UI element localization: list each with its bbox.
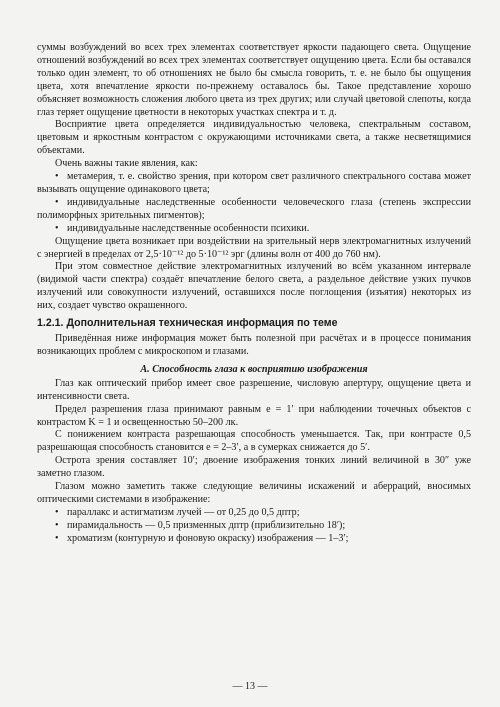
paragraph-3: Очень важны такие явления, как:	[55, 158, 198, 170]
paragraph-1: суммы возбуждений во всех трех элементах соответствует яркости падающего света. Ощущение отношений возбуждений во всех трех элементах соответствует ощущению цвета. Если бы оставался только один элемент, то об отношениях не было бы смысла говорить, т. е. не было бы ощущения цвета, хотя впечатление яркости по-прежнему оставалось бы. Такое представление хорошо объясняет возможность сложения любого цвета из трех других; или случай цветовой слепоты, когда глаз теряет ощущение цветности в некоторых участках спектра и т. д.	[37, 42, 471, 118]
paragraph-7: Предел разрешения глаза принимают равным e = 1′ при наблюдении точечных объектов с контрастом K = 1 и освещенностью 50–200 лк.	[37, 403, 471, 428]
paragraph-8: С понижением контраста разрешающая способность уменьшается. Так, при контрасте 0,5 разрешающая способность становится e = 2–3′, а в сумерках снижается до 5′.	[37, 429, 471, 454]
paragraph-6: Глаз как оптический прибор имеет свое разрешение, числовую апертуру, ощущение цвета и интенсивности света.	[37, 377, 471, 402]
bullet-icon: •	[55, 519, 59, 531]
bullet-icon: •	[55, 222, 59, 234]
bullet-icon: •	[55, 196, 59, 208]
bullet-icon: •	[55, 532, 59, 544]
list-item: • пирамидальность — 0,5 призменных дптр (приблизительно 18′);	[55, 519, 346, 531]
page-number: — 13 —	[232, 681, 268, 692]
bullet-icon: •	[55, 506, 59, 518]
list-item: • хроматизм (контурную и фоновую окраску) изображения — 1–3′;	[55, 532, 349, 544]
paragraph-5: При этом совместное действие электромагнитных излучений во всём указанном интервале (видимой части спектра) создаёт впечатление белого света, а раздельное действие узких пучков излучений или совокупности излучений, оставшихся после поглощения (изъятия) некоторых из них, создает чувство окрашенного.	[37, 261, 471, 312]
list-item: • индивидуальные наследственные особенности человеческого глаза (степень экспрессии полиморфных зрительных пигментов);	[37, 196, 471, 221]
bullet-icon: •	[55, 171, 59, 183]
paragraph-10: Глазом можно заметить также следующие величины искажений и аберраций, вносимых оптическими системами в изображение:	[37, 481, 471, 505]
phenomena-list	[37, 171, 471, 236]
section-heading: 1.2.1. Дополнительная техническая информация по теме	[37, 317, 338, 330]
section-intro: Приведённая ниже информация может быть полезной при расчётах и в процессе понимания возникающих проблем с микроскопом и глазами.	[37, 333, 471, 357]
aberrations-list	[37, 507, 471, 546]
list-item: • индивидуальные наследственные особенности психики.	[55, 222, 310, 234]
list-item: • параллакс и астигматизм лучей — от 0,25 до 0,5 дптр;	[55, 506, 300, 518]
list-item: • метамерия, т. е. свойство зрения, при котором свет различного спектрального состава может вызывать ощущение одинакового цвета;	[37, 171, 471, 195]
subsection-heading: А. Способность глаза к восприятию изображения	[140, 363, 368, 375]
paragraph-9: Острота зрения составляет 10′; двоение изображения тонких линий величиной в 30″ уже заметно глазом.	[37, 455, 471, 480]
paragraph-2: Восприятие цвета определяется индивидуальностью человека, спектральным составом, цветовым и яркостным контрастом с окружающими источниками света, а также несветящимися объектами.	[37, 119, 471, 157]
paragraph-4: Ощущение цвета возникает при воздействии на зрительный нерв электромагнитных излучений с энергией в пределах от 2,5·10⁻¹² до 5·10⁻¹² эрг (длины волн от 400 до 760 нм).	[37, 235, 471, 260]
page-body	[37, 42, 471, 546]
